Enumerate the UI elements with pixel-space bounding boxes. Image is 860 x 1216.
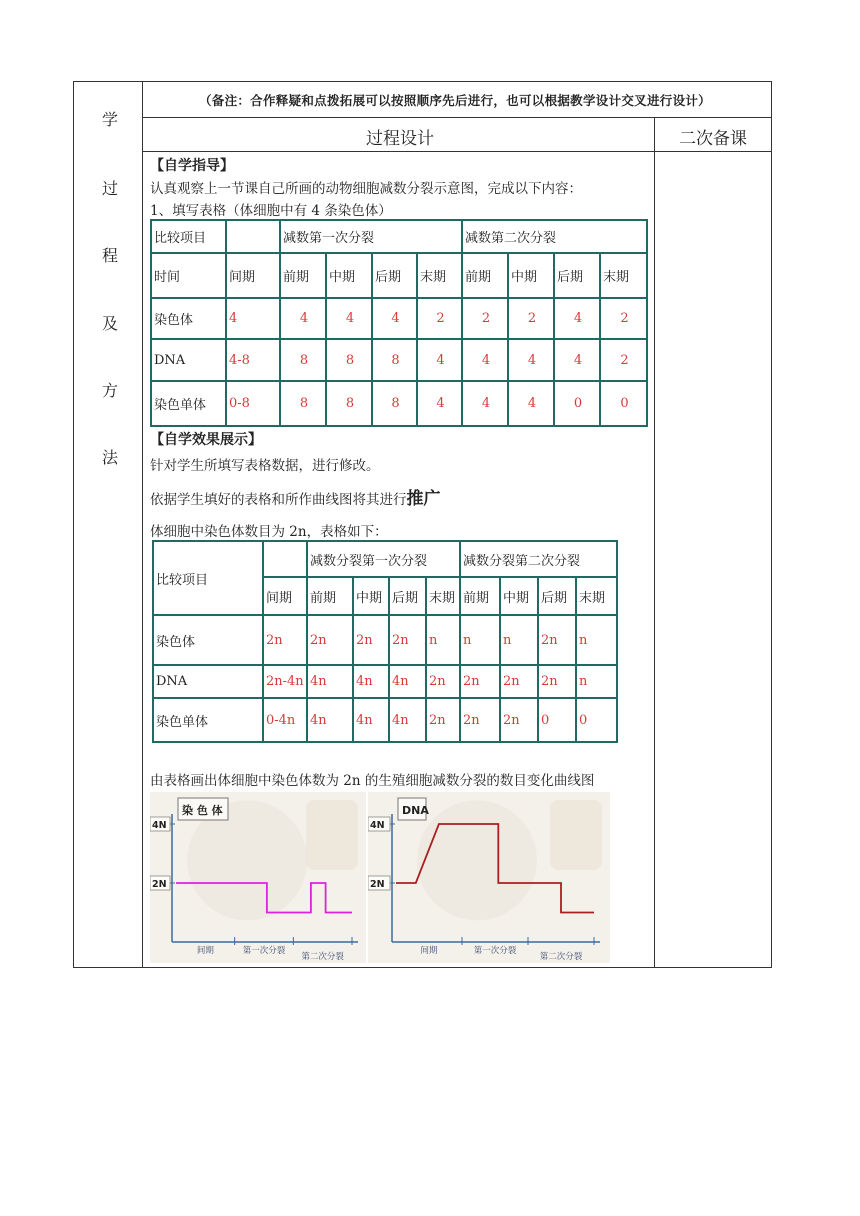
phase-cell: 末期 xyxy=(576,577,617,615)
value-cell: 2n xyxy=(538,665,576,698)
value-cell: 2n xyxy=(460,698,500,742)
second-prep-header: 二次备课 xyxy=(679,129,747,149)
value-cell: n xyxy=(576,615,617,665)
value-cell: 4 xyxy=(462,381,508,426)
self-study-task: 1、填写表格（体细胞中有 4 条染色体） xyxy=(150,203,392,219)
phase-cell: 末期 xyxy=(600,253,647,298)
value-cell: 4 xyxy=(326,298,372,339)
value-cell: 4n xyxy=(389,665,426,698)
value-cell: 0 xyxy=(554,381,600,426)
phase-cell: 后期 xyxy=(554,253,600,298)
side-label-char: 程 xyxy=(101,246,118,265)
value-cell: 4n xyxy=(389,698,426,742)
effect-line2-emph: 推广 xyxy=(406,489,441,509)
row-label: 染色体 xyxy=(151,298,226,339)
y-tick-label: 2N xyxy=(370,879,385,890)
table-row xyxy=(153,698,617,742)
value-cell: 2n xyxy=(426,698,460,742)
value-cell: 2n xyxy=(353,615,389,665)
watermark-shape xyxy=(306,800,358,870)
phase-cell: 间期 xyxy=(263,577,307,615)
meiosis-table-4 xyxy=(150,219,648,427)
value-cell: 2 xyxy=(417,298,462,339)
value-cell: 0 xyxy=(600,381,647,426)
value-cell: 2n xyxy=(500,665,538,698)
table-header-cell: 减数分裂第一次分裂 xyxy=(307,541,460,577)
value-cell: 2 xyxy=(508,298,554,339)
value-cell: 4 xyxy=(508,381,554,426)
frame-bottom xyxy=(73,967,772,968)
value-cell: 2n xyxy=(460,665,500,698)
table-row xyxy=(151,298,647,339)
self-study-intro: 认真观察上一节课自己所画的动物细胞减数分裂示意图，完成以下内容： xyxy=(150,181,582,197)
value-cell: 0 xyxy=(538,698,576,742)
value-cell: 4n xyxy=(307,698,353,742)
row-label: 染色单体 xyxy=(153,698,263,742)
value-cell: 8 xyxy=(280,381,326,426)
value-cell: 2n xyxy=(538,615,576,665)
value-cell: 4 xyxy=(417,381,462,426)
chromosome-chart xyxy=(150,792,366,963)
frame-top xyxy=(73,81,772,82)
phase-cell: 中期 xyxy=(326,253,372,298)
value-cell: 8 xyxy=(326,339,372,381)
side-label-char: 过 xyxy=(101,179,118,198)
side-label-char: 方 xyxy=(101,381,118,400)
frame-left xyxy=(73,81,74,968)
effect-line1: 针对学生所填写表格数据，进行修改。 xyxy=(150,458,380,474)
value-cell: 4n xyxy=(307,665,353,698)
table-header-cell xyxy=(226,220,280,253)
chart-title: 染 色 体 xyxy=(182,804,223,817)
value-cell: n xyxy=(500,615,538,665)
table-header-cell: 减数第一次分裂 xyxy=(280,220,462,253)
effect-line2 xyxy=(150,484,441,509)
value-cell: 4n xyxy=(353,665,389,698)
value-cell: 0-8 xyxy=(226,381,280,426)
value-cell: 4 xyxy=(554,298,600,339)
watermark-shape xyxy=(417,800,537,920)
phase-cell: 前期 xyxy=(280,253,326,298)
table-header-cell xyxy=(263,541,307,577)
value-cell: 4n xyxy=(353,698,389,742)
row-label: 染色单体 xyxy=(151,381,226,426)
phase-cell: 后期 xyxy=(389,577,426,615)
process-design-header: 过程设计 xyxy=(366,129,434,149)
y-tick-label: 4N xyxy=(152,820,167,831)
frame-right xyxy=(771,81,772,968)
value-cell: 8 xyxy=(372,339,417,381)
effect-line2-prefix: 依据学生填好的表格和所作曲线图将其进行 xyxy=(150,492,407,508)
value-cell: 4 xyxy=(226,298,280,339)
table-row xyxy=(153,615,617,665)
value-cell: 0-4n xyxy=(263,698,307,742)
x-tick-label: 第一次分裂 xyxy=(473,946,517,956)
phase-cell: 末期 xyxy=(417,253,462,298)
table-header-cell: 减数分裂第二次分裂 xyxy=(460,541,617,577)
table-header-cell: 比较项目 xyxy=(151,220,226,253)
value-cell: 2 xyxy=(600,339,647,381)
side-label-char: 学 xyxy=(101,110,118,129)
note: （备注：合作释疑和点拨拓展可以按照顺序先后进行，也可以根据教学设计交叉进行设计） xyxy=(198,93,711,108)
watermark-shape xyxy=(550,800,602,870)
phase-cell: 末期 xyxy=(426,577,460,615)
phase-cell: 前期 xyxy=(460,577,500,615)
value-cell: 4 xyxy=(280,298,326,339)
value-cell: 2n xyxy=(500,698,538,742)
side-label-char: 法 xyxy=(101,448,118,467)
phase-cell: 前期 xyxy=(462,253,508,298)
value-cell: 4 xyxy=(372,298,417,339)
value-cell: 4 xyxy=(508,339,554,381)
value-cell: n xyxy=(426,615,460,665)
table-row xyxy=(151,381,647,426)
value-cell: 2n xyxy=(263,615,307,665)
side-label-char: 及 xyxy=(101,314,118,333)
row-label: DNA xyxy=(153,665,263,698)
x-tick-label: 第二次分裂 xyxy=(539,952,583,962)
value-cell: 2n xyxy=(389,615,426,665)
frame-row-header xyxy=(142,151,772,152)
value-cell: 4 xyxy=(554,339,600,381)
phase-cell: 时间 xyxy=(151,253,226,298)
value-cell: 2n xyxy=(307,615,353,665)
curve-caption: 由表格画出体细胞中染色体数为 2n 的生殖细胞减数分裂的数目变化曲线图 xyxy=(150,773,595,789)
value-cell: 8 xyxy=(280,339,326,381)
table-header-cell: 减数第二次分裂 xyxy=(462,220,647,253)
effect-line3: 体细胞中染色体数目为 2n，表格如下： xyxy=(150,524,388,540)
phase-cell: 中期 xyxy=(500,577,538,615)
chromosome-chart-svg xyxy=(150,792,366,963)
y-tick-label: 4N xyxy=(370,820,385,831)
value-cell: 2 xyxy=(462,298,508,339)
row-label: 染色体 xyxy=(153,615,263,665)
chart-title: DNA xyxy=(402,804,429,817)
table-row xyxy=(151,339,647,381)
x-tick-label: 第一次分裂 xyxy=(242,946,286,956)
phase-cell: 中期 xyxy=(353,577,389,615)
value-cell: 4-8 xyxy=(226,339,280,381)
x-tick-label: 第二次分裂 xyxy=(301,952,344,962)
value-cell: 4 xyxy=(417,339,462,381)
self-study-title: 【自学指导】 xyxy=(150,158,234,174)
frame-col-second xyxy=(654,117,655,968)
table-header-cell: 比较项目 xyxy=(153,541,263,615)
dna-chart xyxy=(368,792,610,963)
value-cell: 2n-4n xyxy=(263,665,307,698)
frame-col-divider xyxy=(142,81,143,968)
value-cell: n xyxy=(576,665,617,698)
phase-cell: 前期 xyxy=(307,577,353,615)
frame-row-note xyxy=(142,117,772,118)
value-cell: n xyxy=(460,615,500,665)
value-cell: 2n xyxy=(426,665,460,698)
value-cell: 8 xyxy=(372,381,417,426)
dna-chart-svg xyxy=(368,792,610,963)
x-tick-label: 间期 xyxy=(420,946,438,956)
meiosis-table-2n xyxy=(152,540,618,743)
value-cell: 4 xyxy=(462,339,508,381)
table-row xyxy=(153,665,617,698)
phase-cell: 后期 xyxy=(538,577,576,615)
effect-title: 【自学效果展示】 xyxy=(150,432,262,448)
value-cell: 2 xyxy=(600,298,647,339)
value-cell: 0 xyxy=(576,698,617,742)
phase-cell: 间期 xyxy=(226,253,280,298)
x-tick-label: 间期 xyxy=(196,946,214,956)
row-label: DNA xyxy=(151,339,226,381)
value-cell: 8 xyxy=(326,381,372,426)
phase-cell: 中期 xyxy=(508,253,554,298)
y-tick-label: 2N xyxy=(152,879,167,890)
phase-cell: 后期 xyxy=(372,253,417,298)
